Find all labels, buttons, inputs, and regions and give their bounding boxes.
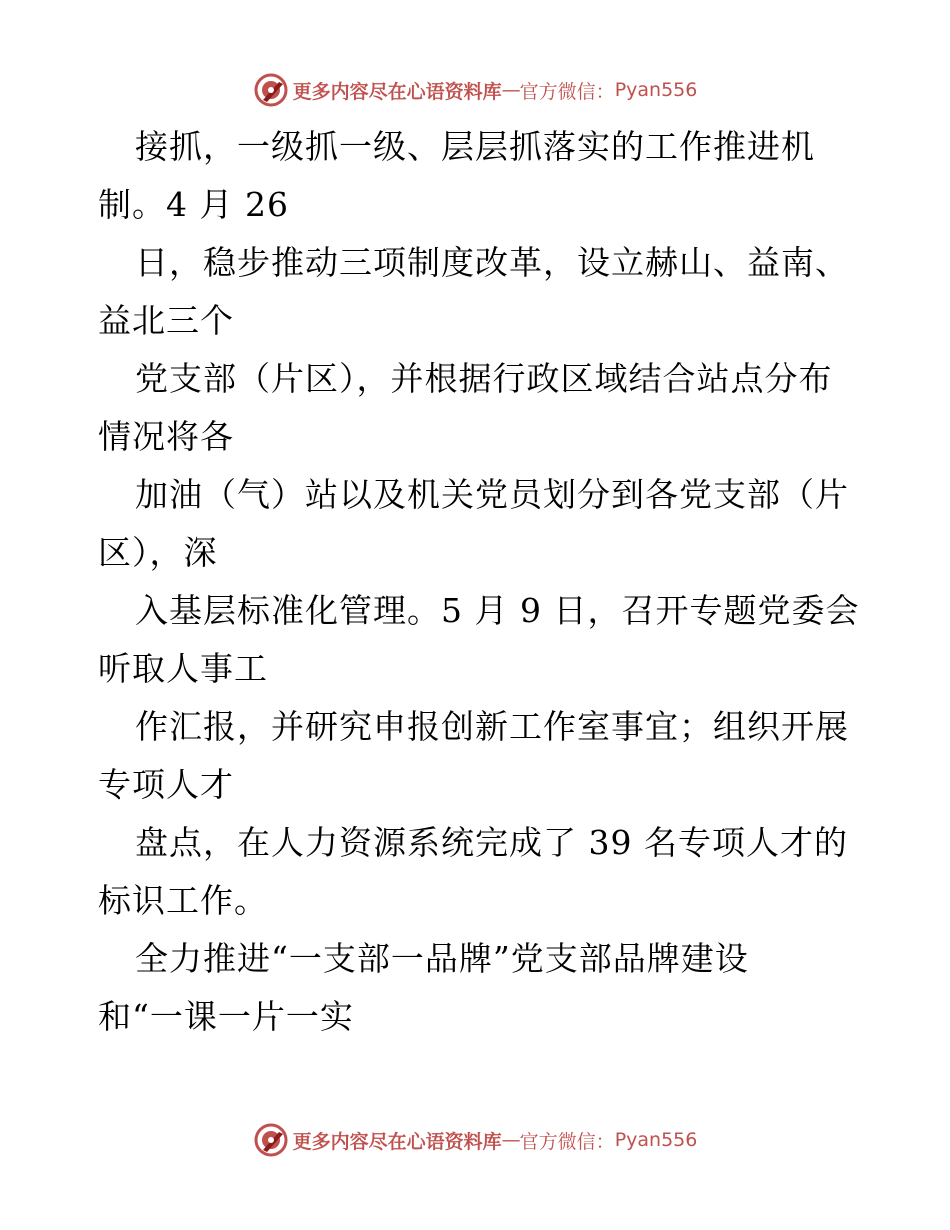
- text-line: 全力推进“一支部一品牌”党支部品牌建设: [135, 939, 749, 978]
- header-watermark-banner: [0, 68, 950, 112]
- text-line: 益北三个: [98, 301, 234, 340]
- text-line: 专项人才: [98, 765, 234, 804]
- banner-dash: —: [501, 1129, 520, 1151]
- banner-wechat-id: Pyan556: [614, 79, 698, 101]
- text-line: 入基层标准化管理。5 月 9 日，召开专题党委会: [135, 591, 860, 630]
- text-line: 标识工作。: [98, 881, 268, 920]
- footer-watermark-banner: [0, 1118, 950, 1162]
- text-line: 加油（气）站以及机关党员划分到各党支部（片: [135, 475, 849, 514]
- text-line: 和“一课一片一实: [98, 997, 354, 1036]
- text-line: 党支部（片区），并根据行政区域结合站点分布: [135, 359, 833, 398]
- banner-text: 更多内容尽在心语资料库: [292, 1130, 502, 1153]
- text-line: 作汇报，并研究申报创新工作室事宜；组织开展: [135, 707, 849, 746]
- pen-nib-logo-icon: [253, 1122, 289, 1158]
- banner-label: 官方微信：: [519, 1130, 615, 1153]
- text-line: 制。4 月 26: [98, 185, 289, 224]
- text-line: 盘点，在人力资源系统完成了 39 名专项人才的: [135, 823, 848, 862]
- text-line: 区），深: [98, 533, 218, 572]
- pen-nib-logo-icon: [253, 72, 289, 108]
- text-line: 情况将各: [98, 417, 234, 456]
- banner-wechat-id: Pyan556: [614, 1129, 698, 1151]
- banner-label: 官方微信：: [519, 80, 615, 103]
- text-line: 日，稳步推动三项制度改革，设立赫山、益南、: [135, 243, 849, 282]
- text-line: 接抓，一级抓一级、层层抓落实的工作推进机: [135, 127, 815, 166]
- document-body: [98, 118, 878, 1046]
- banner-text: 更多内容尽在心语资料库: [292, 80, 502, 103]
- banner-dash: —: [501, 79, 520, 101]
- text-line: 听取人事工: [98, 649, 268, 688]
